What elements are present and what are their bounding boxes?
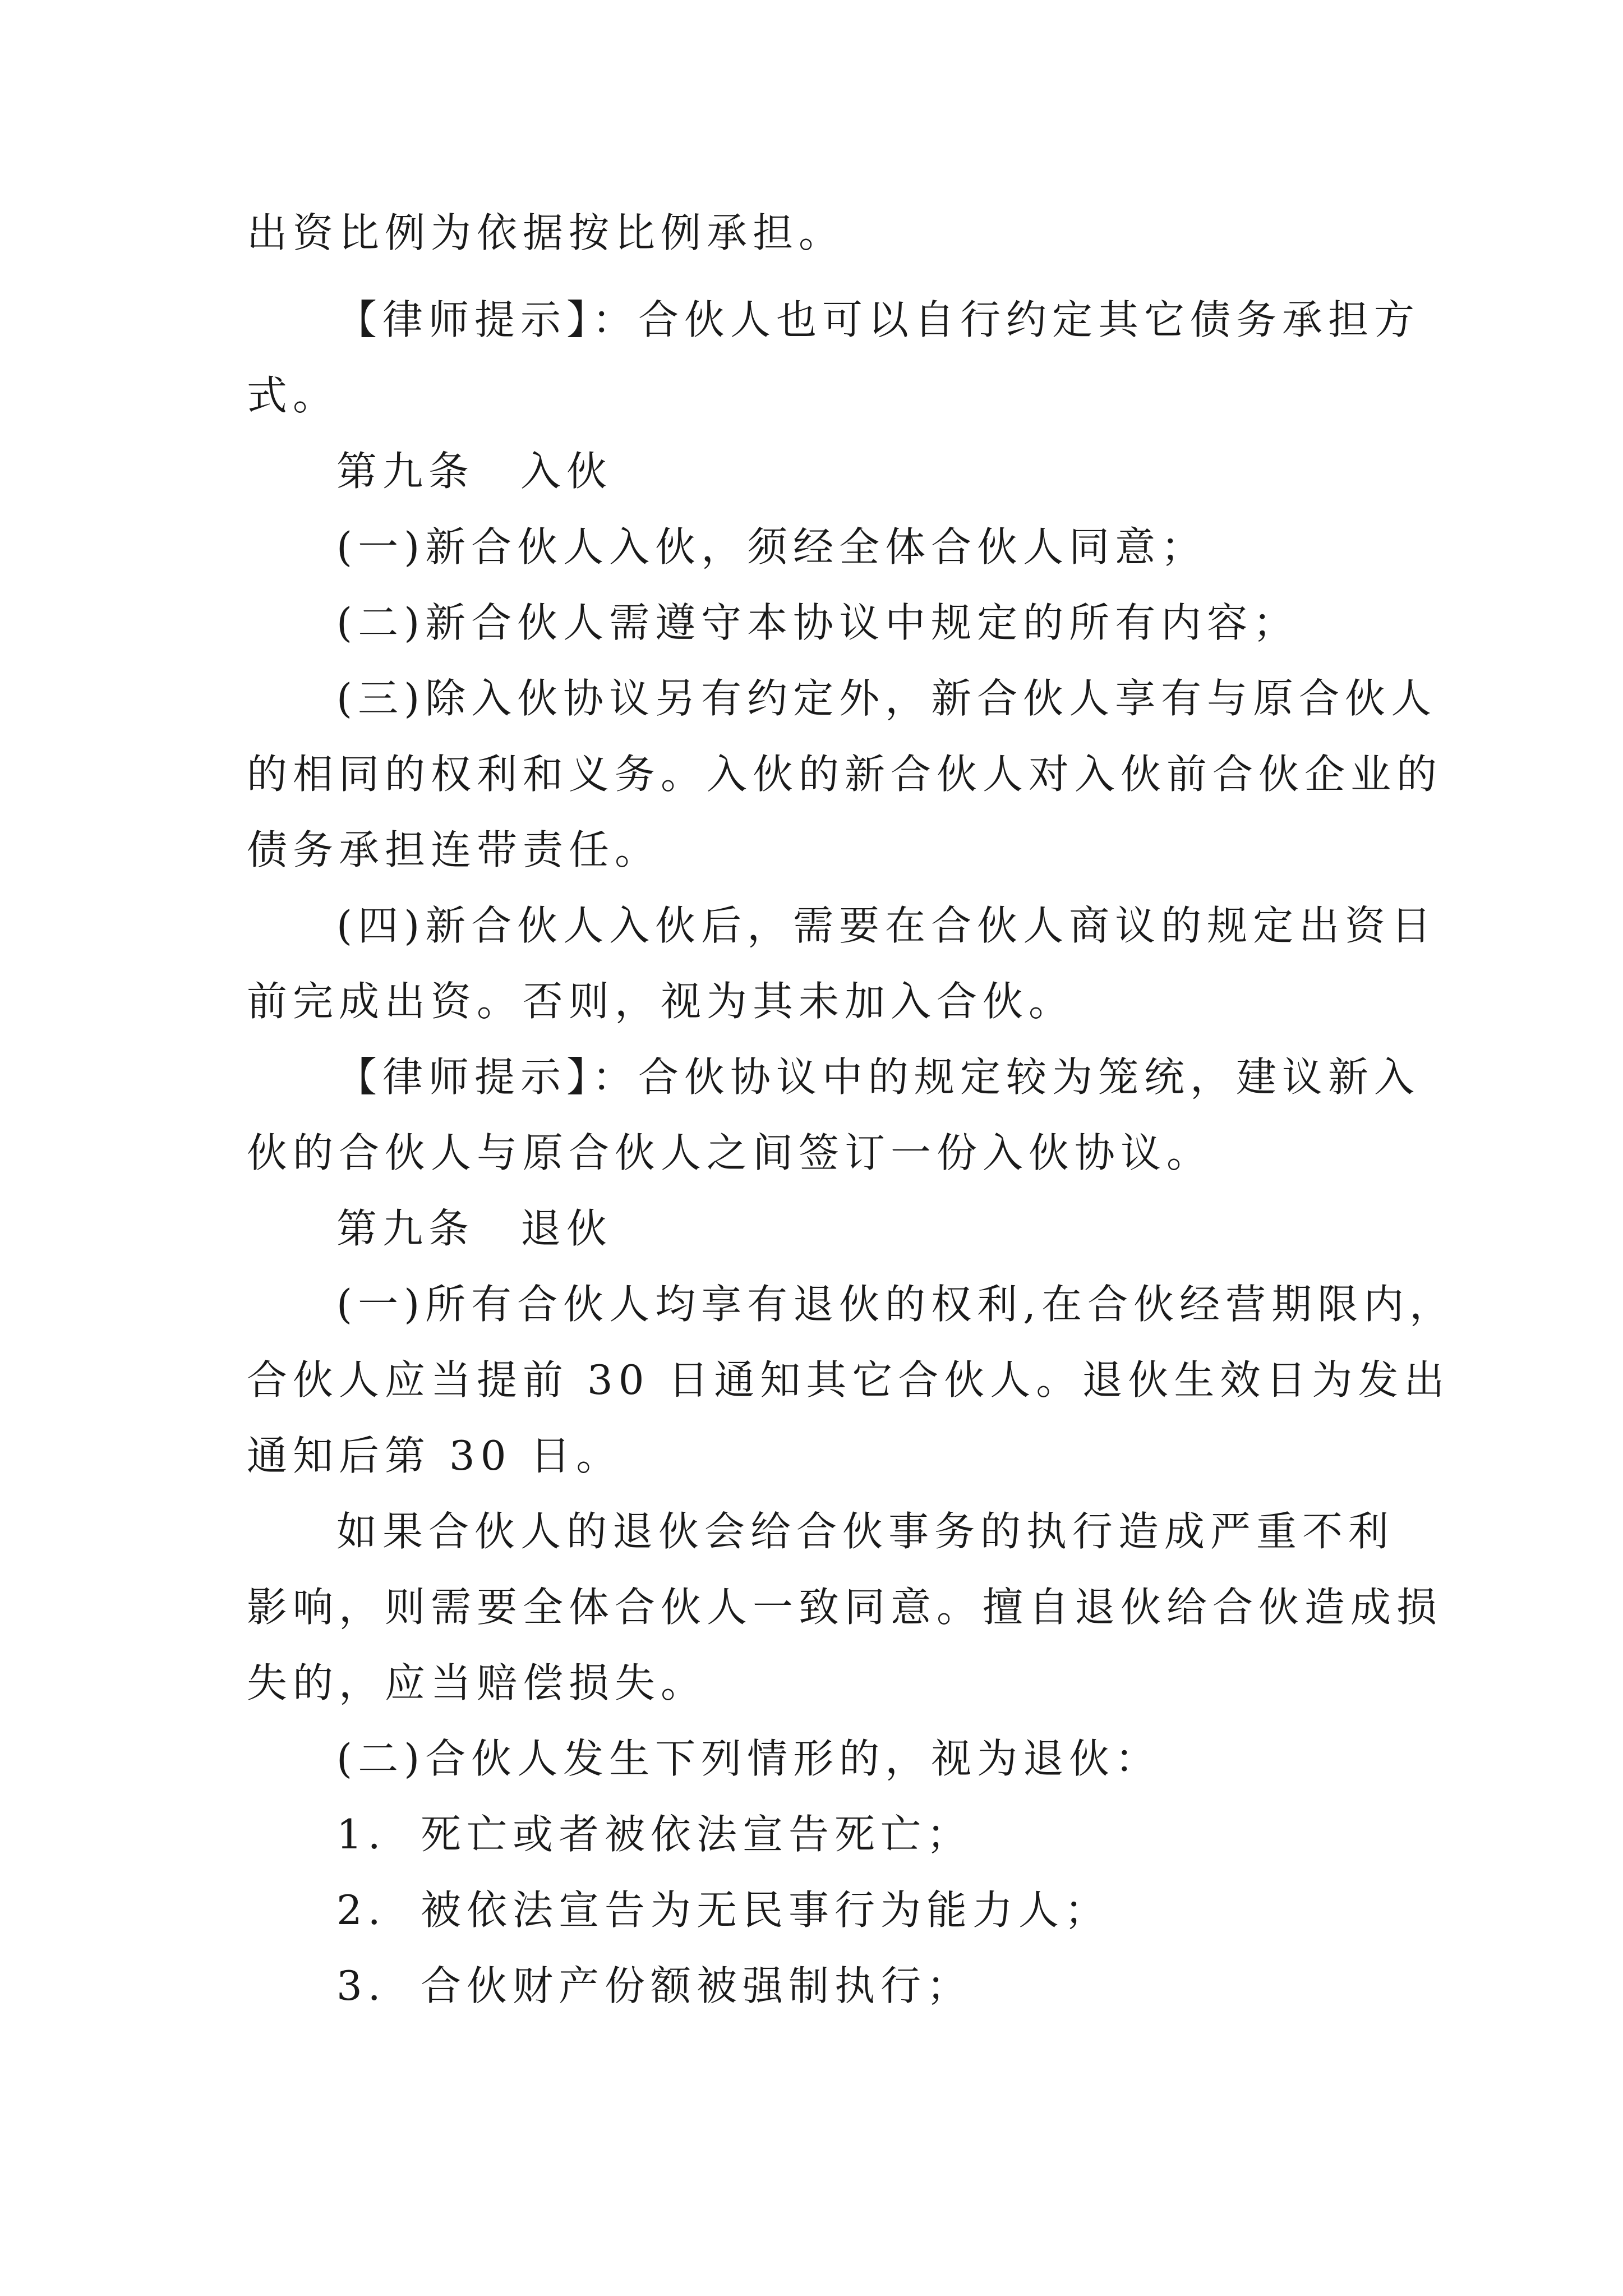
paragraph-line: 式。 (247, 372, 339, 419)
paragraph-line: 的相同的权利和义务。入伙的新合伙人对入伙前合伙企业的 (247, 751, 1443, 798)
clause-line: (四)新合伙人入伙后，需要在合伙人商议的规定出资日 (336, 902, 1437, 949)
list-text: 被依法宣告为无民事行为能力人； (421, 1887, 1111, 1934)
clause-line: (二)新合伙人需遵守本协议中规定的所有内容； (336, 599, 1299, 646)
list-text: 死亡或者被依法宣告死亡； (421, 1811, 973, 1858)
list-number: 1. (336, 1811, 386, 1858)
paragraph-line: 伙的合伙人与原合伙人之间签订一份入伙协议。 (247, 1129, 1213, 1176)
list-item (336, 1958, 972, 2014)
paragraph-line: 影响，则需要全体合伙人一致同意。擅自退伙给合伙造成损 (247, 1584, 1443, 1631)
paragraph-line: 如果合伙人的退伙会给合伙事务的执行造成严重不利 (336, 1508, 1395, 1555)
list-item (336, 1806, 972, 1862)
lawyer-tip-line: 【律师提示】：合伙协议中的规定较为笼统，建议新入 (336, 1053, 1421, 1101)
list-number: 3. (336, 1962, 386, 2009)
clause-line: (三)除入伙协议另有约定外，新合伙人享有与原合伙人 (336, 675, 1437, 722)
clause-line: (二)合伙人发生下列情形的，视为退伙： (336, 1735, 1161, 1782)
list-item (336, 1882, 1110, 1938)
paragraph-line: 债务承担连带责任。 (247, 826, 661, 873)
paragraph-line: 前完成出资。否则，视为其未加入合伙。 (247, 978, 1075, 1025)
article-heading: 第九条 退伙 (336, 1205, 613, 1252)
lawyer-tip-line: 【律师提示】：合伙人也可以自行约定其它债务承担方 (336, 296, 1421, 343)
list-number: 2. (336, 1887, 386, 1934)
list-text: 合伙财产份额被强制执行； (421, 1962, 973, 2009)
paragraph-line: 失的，应当赔偿损失。 (247, 1659, 707, 1706)
paragraph-line: 通知后第 30 日。 (247, 1432, 623, 1479)
paragraph-line: 合伙人应当提前 30 日通知其它合伙人。退伙生效日为发出 (247, 1356, 1450, 1404)
article-heading: 第九条 入伙 (336, 448, 613, 495)
clause-line: (一)所有合伙人均享有退伙的权利,在合伙经营期限内， (336, 1281, 1456, 1328)
paragraph-line: 出资比例为依据按比例承担。 (247, 209, 845, 256)
clause-line: (一)新合伙人入伙，须经全体合伙人同意； (336, 523, 1207, 570)
